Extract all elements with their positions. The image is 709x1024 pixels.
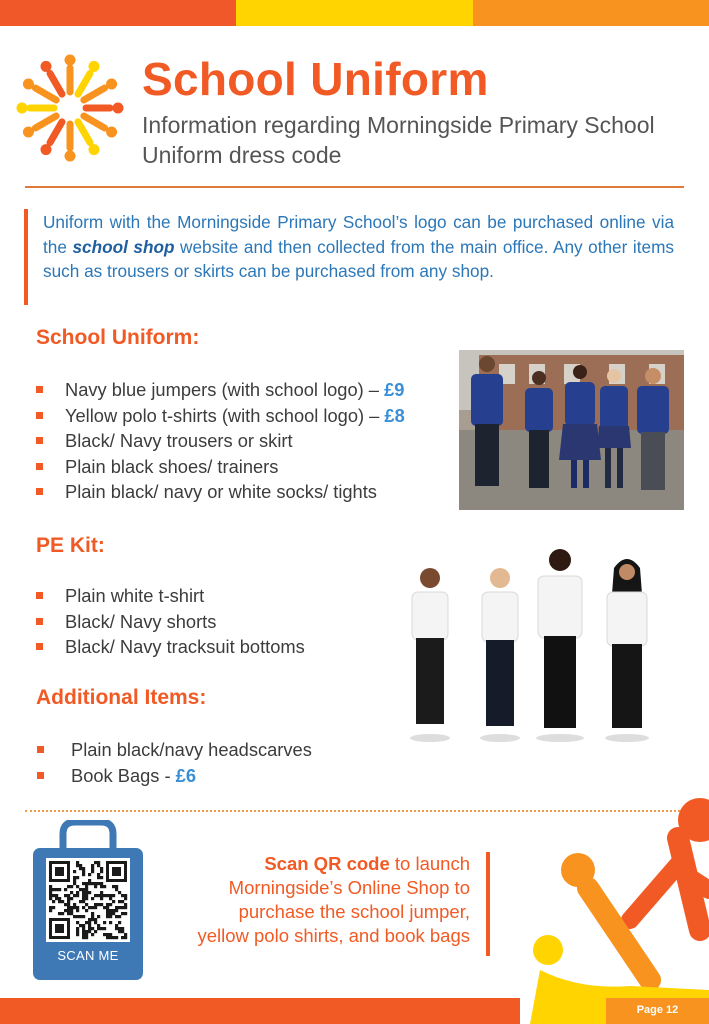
qr-module <box>103 906 106 909</box>
logo-figure-head <box>65 151 76 162</box>
qr-module <box>100 867 103 870</box>
qr-module <box>97 915 100 918</box>
qr-module <box>76 915 79 918</box>
qr-module <box>118 891 121 894</box>
qr-finder-pattern <box>112 867 121 876</box>
qr-module <box>112 900 115 903</box>
qr-module <box>64 903 67 906</box>
qr-module <box>55 894 58 897</box>
item-text: Black/ Navy tracksuit bottoms <box>65 636 305 658</box>
qr-module <box>91 927 94 930</box>
qr-module <box>106 894 109 897</box>
list-item <box>65 428 405 454</box>
school-uniform-list <box>65 377 405 505</box>
qr-module <box>49 894 52 897</box>
list-item <box>71 763 312 789</box>
qr-module <box>97 927 100 930</box>
item-text: Black/ Navy trousers or skirt <box>65 430 293 452</box>
qr-module <box>109 897 112 900</box>
bullet-icon <box>36 463 43 470</box>
qr-module <box>88 891 91 894</box>
qr-module <box>118 915 121 918</box>
qr-module <box>85 930 88 933</box>
student-figure <box>637 368 669 490</box>
qr-module <box>70 909 73 912</box>
qr-module <box>121 927 124 930</box>
qr-module <box>82 900 85 903</box>
logo-figure-head <box>113 103 124 114</box>
logo-figure-head <box>23 79 34 90</box>
qr-module <box>85 921 88 924</box>
qr-instructions <box>150 852 470 948</box>
top-bar-red-segment <box>0 0 236 26</box>
qr-module <box>100 882 103 885</box>
bullet-icon <box>36 592 43 599</box>
page-title: School Uniform <box>142 53 489 105</box>
intro-text-after: website and then collected from the main office. Any other items such as trousers or skirts can be purchased from any shop. <box>43 236 674 281</box>
logo-figure-head <box>89 61 100 72</box>
qr-module <box>94 906 97 909</box>
qr-module <box>85 909 88 912</box>
qr-module <box>79 900 82 903</box>
qr-module <box>124 903 127 906</box>
qr-module <box>94 894 97 897</box>
logo-ray <box>78 73 90 94</box>
qr-finder-pattern <box>55 867 64 876</box>
qr-module <box>115 936 118 939</box>
qr-module <box>52 906 55 909</box>
qr-module <box>76 861 79 864</box>
qr-module <box>97 894 100 897</box>
qr-module <box>103 885 106 888</box>
qr-module <box>85 897 88 900</box>
qr-module <box>88 906 91 909</box>
qr-module <box>76 930 79 933</box>
qr-module <box>106 906 109 909</box>
bullet-icon <box>36 618 43 625</box>
qr-module <box>88 930 91 933</box>
qr-module <box>88 918 91 921</box>
qr-module <box>124 936 127 939</box>
top-bar-orange-segment <box>473 0 709 26</box>
qr-module <box>118 906 121 909</box>
qr-module <box>79 867 82 870</box>
bullet-icon <box>37 772 44 779</box>
item-price: £6 <box>175 764 197 786</box>
qr-module <box>91 870 94 873</box>
qr-module <box>109 933 112 936</box>
qr-module <box>85 885 88 888</box>
qr-module <box>88 924 91 927</box>
qr-module <box>112 885 115 888</box>
qr-module <box>49 891 52 894</box>
qr-module <box>49 897 52 900</box>
qr-module <box>94 918 97 921</box>
qr-module <box>94 903 97 906</box>
qr-module <box>91 915 94 918</box>
qr-module <box>118 927 121 930</box>
qr-module <box>97 861 100 864</box>
qr-module <box>106 915 109 918</box>
bullet-icon <box>36 488 43 495</box>
bullet-icon <box>36 386 43 393</box>
qr-module <box>88 879 91 882</box>
qr-module <box>97 924 100 927</box>
qr-module <box>76 885 79 888</box>
logo-figure-head <box>106 127 117 138</box>
logo-figure-head <box>41 144 52 155</box>
qr-module <box>88 921 91 924</box>
qr-module <box>100 894 103 897</box>
qr-module <box>121 906 124 909</box>
qr-module <box>76 927 79 930</box>
qr-module <box>100 927 103 930</box>
qr-module <box>112 912 115 915</box>
qr-module <box>88 882 91 885</box>
qr-module <box>82 906 85 909</box>
list-item <box>71 737 312 763</box>
list-item <box>65 634 305 660</box>
item-text: Plain black/navy headscarves <box>71 739 312 760</box>
qr-module <box>82 888 85 891</box>
qr-module <box>103 894 106 897</box>
qr-module <box>64 909 67 912</box>
qr-module <box>124 894 127 897</box>
pe-kit-students-photo <box>402 542 672 747</box>
page-number: Page 12 <box>636 1004 679 1016</box>
qr-module <box>85 891 88 894</box>
qr-module <box>94 930 97 933</box>
qr-module <box>82 936 85 939</box>
qr-module <box>100 903 103 906</box>
qr-module <box>109 894 112 897</box>
qr-accent-bar <box>486 852 490 956</box>
qr-module <box>82 933 85 936</box>
qr-module <box>88 873 91 876</box>
qr-line-3: purchase the school jumper, <box>238 901 470 922</box>
student-figure <box>536 549 584 742</box>
qr-module <box>61 912 64 915</box>
qr-module <box>115 909 118 912</box>
qr-module <box>97 903 100 906</box>
qr-module <box>103 921 106 924</box>
list-item <box>65 377 405 403</box>
qr-module <box>82 915 85 918</box>
student-figure <box>410 568 450 742</box>
intro-accent-bar <box>24 209 28 305</box>
school-logo <box>14 52 126 164</box>
bullet-icon <box>36 437 43 444</box>
qr-module <box>85 894 88 897</box>
item-text: Navy blue jumpers (with school logo) – <box>65 379 385 400</box>
qr-module <box>73 894 76 897</box>
list-item <box>65 454 405 480</box>
qr-module <box>73 882 76 885</box>
qr-module <box>106 909 109 912</box>
qr-module <box>124 906 127 909</box>
qr-module <box>103 927 106 930</box>
qr-module <box>97 882 100 885</box>
top-color-bar <box>0 0 709 26</box>
qr-module <box>115 906 118 909</box>
qr-module <box>85 903 88 906</box>
qr-module <box>70 897 73 900</box>
qr-module <box>76 909 79 912</box>
additional-items-list <box>71 737 312 788</box>
qr-module <box>103 933 106 936</box>
qr-module <box>67 900 70 903</box>
school-shop-link[interactable]: school shop <box>72 236 175 257</box>
qr-module <box>115 927 118 930</box>
logo-ray <box>84 88 105 100</box>
qr-module <box>58 897 61 900</box>
qr-module <box>115 915 118 918</box>
list-item <box>65 479 405 505</box>
qr-module <box>67 885 70 888</box>
qr-module <box>73 915 76 918</box>
additional-items-heading: Additional Items: <box>36 686 207 709</box>
qr-module <box>76 864 79 867</box>
logo-figure-head <box>23 127 34 138</box>
qr-module <box>109 936 112 939</box>
qr-module <box>64 894 67 897</box>
qr-module <box>82 870 85 873</box>
qr-module <box>91 906 94 909</box>
qr-module <box>94 861 97 864</box>
qr-module <box>79 888 82 891</box>
qr-module <box>67 909 70 912</box>
qr-module <box>73 903 76 906</box>
qr-module <box>70 906 73 909</box>
item-text: Book Bags - <box>71 764 176 786</box>
qr-module <box>100 876 103 879</box>
qr-module <box>79 915 82 918</box>
qr-module <box>97 873 100 876</box>
qr-module <box>97 864 100 867</box>
qr-module <box>94 921 97 924</box>
qr-module <box>106 933 109 936</box>
header-divider <box>25 186 684 188</box>
qr-module <box>100 891 103 894</box>
qr-module <box>70 912 73 915</box>
qr-module <box>97 876 100 879</box>
qr-module <box>55 888 58 891</box>
footer-bar <box>0 998 709 1024</box>
qr-module <box>85 933 88 936</box>
intro-text-before: Uniform with the Morningside Primary School’s logo can be purchased online via the <box>43 212 674 257</box>
bullet-icon <box>36 643 43 650</box>
qr-module <box>124 897 127 900</box>
qr-module <box>106 903 109 906</box>
qr-module <box>82 894 85 897</box>
qr-module <box>124 933 127 936</box>
student-figure <box>525 371 553 488</box>
student-figure <box>471 356 503 486</box>
qr-module <box>82 924 85 927</box>
intro-paragraph <box>43 210 674 284</box>
student-figure <box>480 568 520 742</box>
qr-module <box>109 909 112 912</box>
logo-figure-head <box>41 61 52 72</box>
qr-module <box>88 927 91 930</box>
qr-module <box>58 912 61 915</box>
qr-module <box>121 936 124 939</box>
qr-module <box>121 912 124 915</box>
item-price: £8 <box>384 404 405 426</box>
school-uniform-heading: School Uniform: <box>36 326 200 349</box>
footer-red-segment <box>0 998 520 1024</box>
qr-module <box>85 882 88 885</box>
qr-module <box>82 882 85 885</box>
qr-module <box>106 912 109 915</box>
item-text: Black/ Navy shorts <box>65 610 217 632</box>
qr-line-1 <box>150 852 470 876</box>
qr-finder-pattern <box>55 924 64 933</box>
qr-module <box>67 894 70 897</box>
item-text: Plain black shoes/ trainers <box>65 455 279 477</box>
logo-ray <box>50 73 62 94</box>
page-subtitle: Information regarding Morningside Primary School Uniform dress code <box>142 112 655 168</box>
bullet-icon <box>37 746 44 753</box>
qr-module <box>91 882 94 885</box>
logo-figure-head <box>89 144 100 155</box>
list-item <box>65 583 305 609</box>
logo-ray <box>35 116 56 128</box>
qr-module <box>73 870 76 873</box>
qr-module <box>49 888 52 891</box>
qr-module <box>121 900 124 903</box>
list-item <box>65 609 305 635</box>
qr-module <box>55 897 58 900</box>
logo-ray <box>84 116 105 128</box>
qr-module <box>79 924 82 927</box>
item-text: Plain white t-shirt <box>65 585 205 606</box>
qr-module <box>91 864 94 867</box>
qr-module <box>94 885 97 888</box>
qr-module <box>76 876 79 879</box>
qr-module <box>76 933 79 936</box>
qr-module <box>121 930 124 933</box>
qr-module <box>49 906 52 909</box>
uniform-students-photo <box>459 350 684 510</box>
top-bar-yellow-segment <box>236 0 473 26</box>
pe-kit-heading: PE Kit: <box>36 534 105 557</box>
qr-module <box>64 888 67 891</box>
logo-ray <box>78 122 90 143</box>
student-figure <box>605 559 649 742</box>
qr-module <box>52 894 55 897</box>
qr-module <box>67 903 70 906</box>
qr-module <box>94 882 97 885</box>
qr-module <box>91 897 94 900</box>
logo-ray <box>50 122 62 143</box>
qr-module <box>67 906 70 909</box>
list-item <box>65 403 405 429</box>
qr-lead: Scan QR code <box>264 853 390 874</box>
qr-module <box>76 921 79 924</box>
qr-module <box>100 897 103 900</box>
item-price: £9 <box>384 379 405 400</box>
qr-module <box>91 867 94 870</box>
qr-module <box>112 936 115 939</box>
qr-module <box>109 903 112 906</box>
qr-module <box>91 933 94 936</box>
qr-module <box>52 900 55 903</box>
qr-module <box>82 891 85 894</box>
qr-module <box>76 894 79 897</box>
logo-figure-head <box>17 103 28 114</box>
qr-module <box>73 906 76 909</box>
qr-module <box>52 888 55 891</box>
qr-module <box>85 888 88 891</box>
qr-module <box>76 891 79 894</box>
qr-module <box>73 876 76 879</box>
qr-module <box>49 909 52 912</box>
qr-module <box>61 900 64 903</box>
qr-module <box>115 924 118 927</box>
qr-module <box>82 873 85 876</box>
qr-module <box>67 897 70 900</box>
qr-module <box>115 885 118 888</box>
qr-module <box>118 900 121 903</box>
qr-module <box>112 909 115 912</box>
qr-module <box>109 915 112 918</box>
qr-module <box>70 885 73 888</box>
qr-module <box>121 894 124 897</box>
logo-figure-head <box>65 55 76 66</box>
scan-me-label: SCAN ME <box>57 948 119 963</box>
qr-module <box>67 912 70 915</box>
pe-kit-list <box>65 583 305 660</box>
qr-module <box>82 867 85 870</box>
qr-module <box>106 936 109 939</box>
qr-module <box>118 921 121 924</box>
qr-module <box>82 930 85 933</box>
qr-module <box>82 927 85 930</box>
qr-module <box>58 900 61 903</box>
qr-module <box>82 897 85 900</box>
qr-module <box>100 885 103 888</box>
qr-module <box>85 936 88 939</box>
qr-module <box>58 888 61 891</box>
logo-ray <box>35 88 56 100</box>
qr-line-1-rest: to launch <box>389 853 470 874</box>
qr-module <box>49 885 52 888</box>
qr-module <box>109 921 112 924</box>
qr-module <box>76 906 79 909</box>
qr-module <box>112 894 115 897</box>
decorative-figures-graphic <box>500 790 709 1024</box>
logo-figure-head <box>106 79 117 90</box>
qr-module <box>73 879 76 882</box>
qr-module <box>100 870 103 873</box>
qr-module <box>118 930 121 933</box>
qr-module <box>109 912 112 915</box>
qr-line-4: yellow polo shirts, and book bags <box>197 925 470 946</box>
qr-line-2: Morningside’s Online Shop to <box>228 877 470 898</box>
qr-module <box>115 888 118 891</box>
qr-module <box>91 918 94 921</box>
item-text: Plain black/ navy or white socks/ tights <box>65 481 377 503</box>
item-text: Yellow polo t-shirts (with school logo) – <box>65 404 385 426</box>
bullet-icon <box>36 412 43 419</box>
qr-module <box>124 912 127 915</box>
qr-module <box>70 891 73 894</box>
qr-module <box>91 912 94 915</box>
qr-module <box>79 864 82 867</box>
